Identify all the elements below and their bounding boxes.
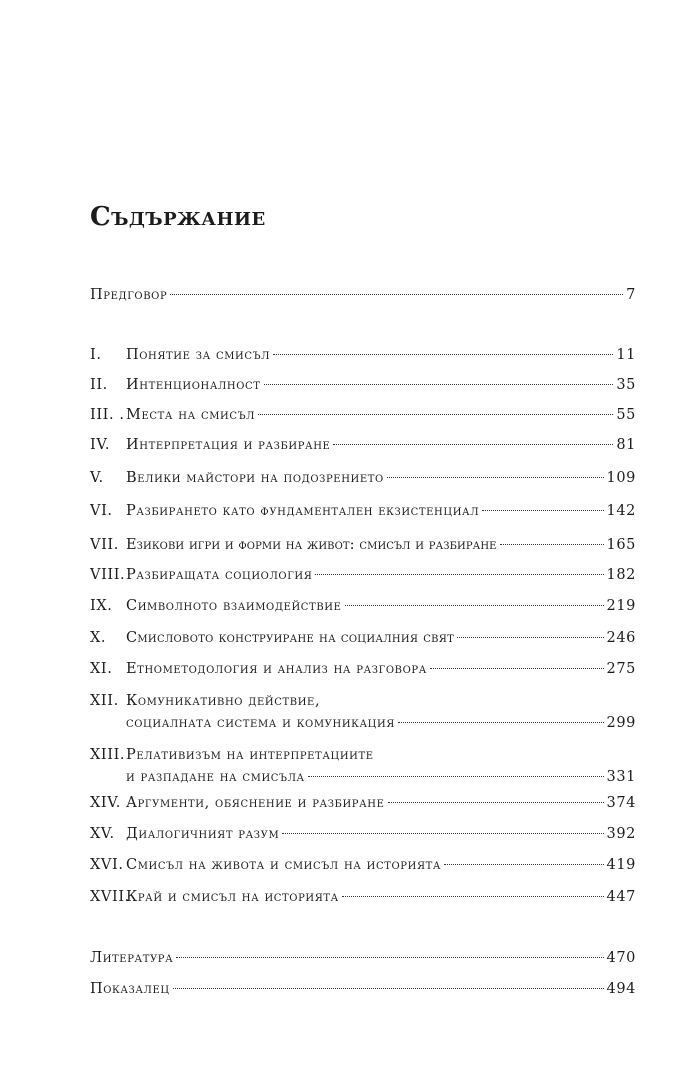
toc-entry-chapter-12[interactable]	[90, 690, 636, 734]
entry-title: Разбиращата социология	[126, 567, 313, 583]
chapter-number: XII.	[90, 693, 119, 709]
entry-title: Край и смисъл на историята	[126, 889, 339, 905]
entry-title-line-1: Релативизъм на интерпретациите	[126, 747, 374, 763]
entry-title: Места на смисъл	[126, 407, 256, 423]
entry-title: Интерпретация и разбиране	[126, 437, 331, 453]
entry-page: 109	[606, 470, 636, 486]
dot-leader	[398, 722, 604, 723]
toc-entry-chapter-16[interactable]	[90, 854, 636, 876]
dot-leader	[333, 444, 613, 445]
dot-leader	[482, 510, 603, 511]
entry-title: Литература	[90, 950, 174, 966]
dot-leader	[444, 864, 603, 865]
chapter-number: III. .	[90, 407, 125, 423]
chapter-number: VI.	[90, 503, 113, 519]
toc-entry-index[interactable]	[90, 978, 636, 1000]
entry-title: Езикови игри и форми на живот: смисъл и разбиране	[126, 537, 497, 553]
entry-page: 219	[606, 598, 636, 614]
entry-page: 419	[606, 857, 636, 873]
dot-leader	[282, 833, 603, 834]
entry-title: Диалогичният разум	[126, 826, 280, 842]
entry-title: Велики майстори на подозрението	[126, 470, 384, 486]
chapter-number: I.	[90, 347, 102, 363]
chapter-number: II.	[90, 377, 108, 393]
toc-entry-chapter-3[interactable]	[90, 404, 636, 426]
toc-entry-chapter-5[interactable]	[90, 467, 636, 489]
chapter-number: XVII.	[90, 889, 130, 905]
chapter-number: X.	[90, 630, 107, 646]
chapter-number: XVI.	[90, 857, 124, 873]
entry-page: 142	[606, 503, 636, 519]
entry-title-line-2: и разпадане на смисъла	[126, 769, 305, 785]
toc-entry-bibliography[interactable]	[90, 947, 636, 969]
dot-leader	[273, 354, 613, 355]
dot-leader	[170, 294, 623, 295]
chapter-number: IX.	[90, 598, 113, 614]
entry-page: 55	[616, 407, 636, 423]
entry-title: Етнометодология и анализ на разговора	[126, 661, 427, 677]
toc-entry-chapter-6[interactable]	[90, 500, 636, 522]
dot-leader	[387, 477, 604, 478]
entry-page: 331	[606, 769, 636, 785]
dot-leader	[457, 637, 603, 638]
dot-leader	[173, 988, 604, 989]
toc-entry-chapter-13[interactable]	[90, 744, 636, 788]
page-title: Съдържание	[90, 202, 266, 232]
entry-title: Смисъл на живота и смисъл на историята	[126, 857, 442, 873]
toc-entry-chapter-1[interactable]	[90, 344, 636, 366]
chapter-number: XI.	[90, 661, 113, 677]
chapter-number: XIV.	[90, 795, 121, 811]
entry-title: Разбирането като фундаментален екзистенциал	[126, 503, 480, 519]
dot-leader	[345, 605, 604, 606]
toc-entry-chapter-9[interactable]	[90, 595, 636, 617]
dot-leader	[264, 384, 614, 385]
entry-page: 35	[616, 377, 636, 393]
entry-page: 7	[626, 287, 636, 303]
toc-entry-chapter-14[interactable]	[90, 792, 636, 814]
dot-leader	[430, 668, 604, 669]
dot-leader	[315, 574, 603, 575]
entry-title: Символното взаимодействие	[126, 598, 342, 614]
toc-entry-chapter-7[interactable]	[90, 534, 636, 556]
entry-page: 392	[606, 826, 636, 842]
entry-page: 470	[606, 950, 636, 966]
dot-leader	[176, 957, 603, 958]
entry-page: 182	[606, 567, 636, 583]
entry-title: Смисловото конструиране на социалния свят	[126, 630, 455, 646]
dot-leader	[308, 776, 604, 777]
entry-title: Интенционалност	[126, 377, 261, 393]
entry-title-line-2: социалната система и комуникация	[126, 715, 395, 731]
entry-page: 11	[616, 347, 636, 363]
entry-page: 165	[606, 537, 636, 553]
entry-page: 447	[606, 889, 636, 905]
chapter-number: V.	[90, 470, 104, 486]
toc-entry-chapter-15[interactable]	[90, 823, 636, 845]
entry-page: 81	[616, 437, 636, 453]
entry-title: Аргументи, обяснение и разбиране	[126, 795, 385, 811]
dot-leader	[388, 802, 604, 803]
dot-leader	[500, 544, 604, 545]
entry-title: Показалец	[90, 981, 170, 997]
toc-entry-chapter-11[interactable]	[90, 658, 636, 680]
entry-page: 275	[606, 661, 636, 677]
dot-leader	[258, 414, 613, 415]
toc-entry-chapter-4[interactable]	[90, 434, 636, 456]
chapter-number: XV.	[90, 826, 115, 842]
entry-title: Понятие за смисъл	[126, 347, 271, 363]
toc-entry-preface[interactable]	[90, 284, 636, 306]
toc-entry-chapter-8[interactable]	[90, 564, 636, 586]
chapter-number: XIII.	[90, 747, 126, 763]
chapter-number: VII.	[90, 537, 119, 553]
chapter-number: VIII.	[90, 567, 126, 583]
entry-page: 246	[606, 630, 636, 646]
entry-page: 374	[606, 795, 636, 811]
entry-page: 494	[606, 981, 636, 997]
toc-entry-chapter-2[interactable]	[90, 374, 636, 396]
chapter-number: IV.	[90, 437, 111, 453]
dot-leader	[342, 896, 604, 897]
toc-entry-chapter-17[interactable]	[90, 886, 636, 908]
toc-entry-chapter-10[interactable]	[90, 627, 636, 649]
entry-title-line-1: Комуникативно действие,	[126, 693, 321, 709]
entry-title: Предговор	[90, 287, 168, 303]
entry-page: 299	[606, 715, 636, 731]
